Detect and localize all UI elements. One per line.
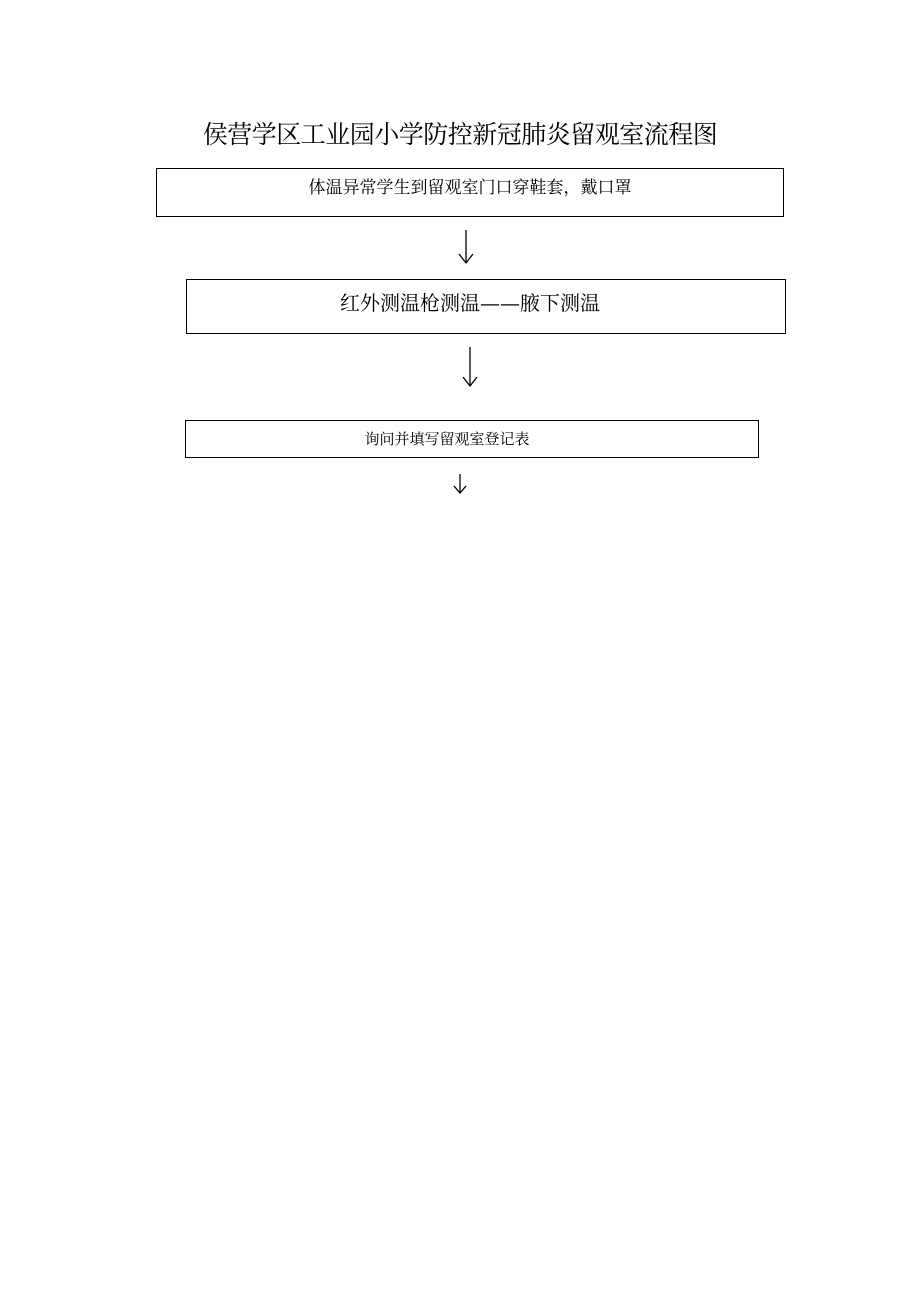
- flow-step-2-box: [186, 279, 786, 334]
- down-arrow-icon: [461, 346, 479, 388]
- page-title: 侯营学区工业园小学防控新冠肺炎留观室流程图: [202, 120, 718, 149]
- flow-step-2-label: 红外测温枪测温——腋下测温: [340, 291, 600, 315]
- flow-step-1-label: 体温异常学生到留观室门口穿鞋套，戴口罩: [308, 178, 632, 198]
- down-arrow-icon: [452, 473, 468, 495]
- down-arrow-icon: [457, 229, 475, 265]
- flow-step-1-box: [156, 168, 784, 217]
- flow-step-3-box: [185, 420, 759, 458]
- flow-step-3-label: 询问并填写留观室登记表: [364, 430, 530, 448]
